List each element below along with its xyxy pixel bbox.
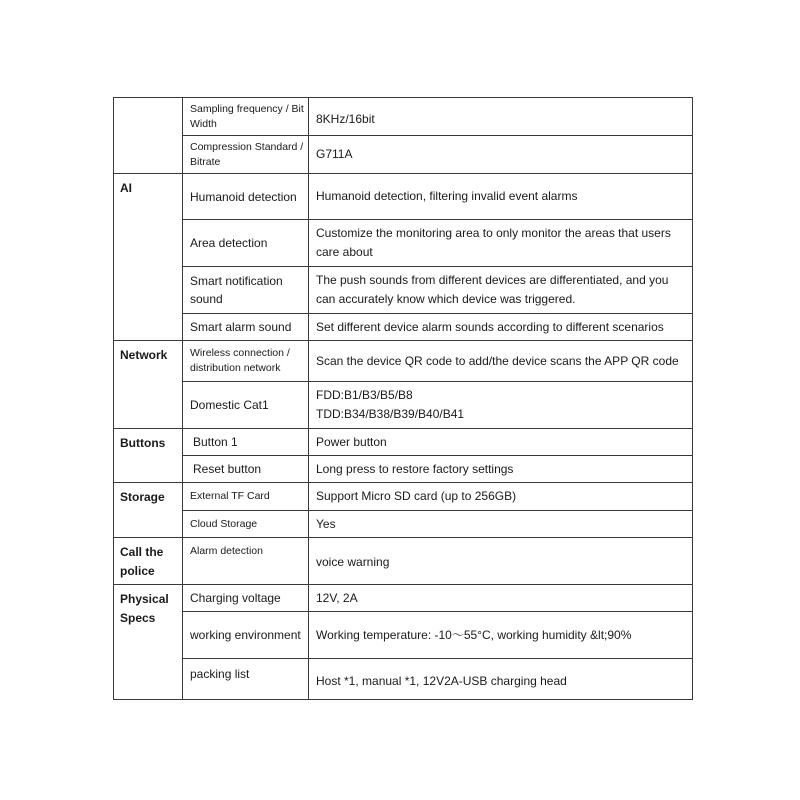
feature-cell: working environment (183, 612, 309, 659)
table-row (114, 538, 693, 585)
feature-cell: Smart notification sound (183, 267, 309, 314)
category-cell: Network (114, 341, 183, 429)
feature-cell: Smart alarm sound (183, 314, 309, 341)
feature-cell: Charging voltage (183, 585, 309, 612)
value-cell: Working temperature: -10～55°C, working humidity &lt;90% (309, 612, 693, 659)
category-cell: Storage (114, 483, 183, 538)
value-cell: 8KHz/16bit (309, 98, 693, 136)
feature-cell: Sampling frequency / Bit Width (183, 98, 309, 136)
feature-cell: Cloud Storage (183, 511, 309, 538)
feature-cell: External TF Card (183, 483, 309, 511)
value-cell: Scan the device QR code to add/the device scans the APP QR code (309, 341, 693, 382)
value-cell (309, 382, 693, 429)
value-cell: Support Micro SD card (up to 256GB) (309, 483, 693, 511)
table-row (114, 456, 693, 483)
table-row (114, 585, 693, 612)
value-cell: Yes (309, 511, 693, 538)
table-row (114, 98, 693, 136)
feature-cell: Button 1 (183, 429, 309, 456)
category-cell: Call the police (114, 538, 183, 585)
feature-cell: packing list (183, 659, 309, 700)
value-cell: 12V, 2A (309, 585, 693, 612)
category-cell: AI (114, 174, 183, 341)
feature-cell: Area detection (183, 220, 309, 267)
value-cell: Long press to restore factory settings (309, 456, 693, 483)
value-cell: voice warning (309, 538, 693, 585)
category-cell: Physical Specs (114, 585, 183, 700)
table-row (114, 341, 693, 382)
feature-cell: Reset button (183, 456, 309, 483)
table-row (114, 511, 693, 538)
table-row (114, 314, 693, 341)
table-row (114, 174, 693, 220)
value-cell: Customize the monitoring area to only monitor the areas that users care about (309, 220, 693, 267)
table-row (114, 220, 693, 267)
value-cell: The push sounds from different devices are differentiated, and you can accurately know which device was triggered. (309, 267, 693, 314)
category-cell (114, 98, 183, 174)
value-cell: Host *1, manual *1, 12V2A-USB charging head (309, 659, 693, 700)
table-row (114, 136, 693, 174)
feature-cell: Wireless connection / distribution network (183, 341, 309, 382)
table-row (114, 429, 693, 456)
table-row (114, 612, 693, 659)
value-cell: Power button (309, 429, 693, 456)
value-cell: G711A (309, 136, 693, 174)
spec-table (113, 97, 693, 700)
value-cell: Humanoid detection, filtering invalid event alarms (309, 174, 693, 220)
value-cell: Set different device alarm sounds according to different scenarios (309, 314, 693, 341)
category-cell: Buttons (114, 429, 183, 483)
feature-cell: Humanoid detection (183, 174, 309, 220)
table-row (114, 382, 693, 429)
band-line: TDD:B34/B38/B39/B40/B41 (316, 407, 465, 421)
feature-cell: Compression Standard / Bitrate (183, 136, 309, 174)
band-line: FDD:B1/B3/B5/B8 (316, 388, 413, 402)
feature-cell: Alarm detection (183, 538, 309, 585)
table-row (114, 659, 693, 700)
feature-cell: Domestic Cat1 (183, 382, 309, 429)
table-row (114, 267, 693, 314)
table-row (114, 483, 693, 511)
